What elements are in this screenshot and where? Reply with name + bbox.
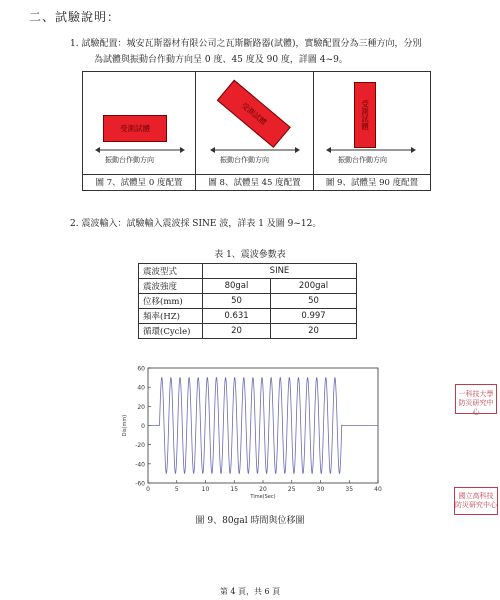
cell-value: 50	[271, 294, 357, 309]
y-tick-label: -60	[135, 480, 145, 488]
table-row	[139, 279, 357, 294]
y-tick-label: -20	[135, 442, 145, 450]
cell-value: 0.997	[271, 309, 357, 324]
figure-9-caption: 圖 9、試體呈 90 度配置	[314, 174, 430, 192]
specimen-box	[354, 82, 376, 148]
figure-8	[196, 72, 314, 190]
specimen-label: 受測試體	[120, 124, 150, 133]
figure-7-caption: 圖 7、試體呈 0 度配置	[83, 174, 195, 192]
param-table	[138, 263, 357, 339]
item2-line1: 2. 震波輸入：試驗輸入震波採 SINE 波，詳表 1 及圖 9~12。	[70, 219, 322, 229]
y-axis-label: Dis(mm)	[122, 414, 128, 437]
figure-9	[314, 72, 430, 190]
cell-value: 80gal	[203, 279, 271, 294]
x-tick-label: 35	[345, 486, 354, 493]
figure-table	[82, 71, 431, 191]
x-tick-label: 40	[374, 486, 382, 493]
x-tick-label: 15	[230, 486, 239, 493]
y-tick-label: -40	[135, 461, 145, 469]
axis-label: 振動台作動方向	[338, 156, 387, 164]
specimen-label: 受測試體	[360, 100, 370, 130]
table-row	[139, 309, 357, 324]
cell-value: 20	[271, 324, 357, 339]
item1-line1: 1. 試驗配置：城安瓦斯器材有限公司之瓦斯斷路器(試體)，實驗配置分為三種方向，分別	[70, 39, 422, 49]
displacement-chart	[118, 362, 388, 502]
x-tick-label: 20	[259, 486, 267, 493]
x-tick-label: 25	[287, 486, 296, 493]
table-row	[139, 264, 357, 279]
cell-value: 0.631	[203, 309, 271, 324]
axis-label: 振動台作動方向	[105, 156, 154, 164]
x-axis-label: Time(Sec)	[250, 494, 276, 500]
row-label: 循環(Cycle)	[139, 324, 203, 339]
series-line	[148, 378, 378, 474]
table-row	[139, 324, 357, 339]
row-label: 震波型式	[139, 264, 203, 279]
cell-value: 50	[203, 294, 271, 309]
specimen-label: 受測試體	[239, 100, 269, 127]
x-tick-label: 0	[146, 486, 150, 493]
cell-value: 20	[203, 324, 271, 339]
arrow-icon	[326, 146, 416, 154]
y-tick-label: 40	[137, 384, 145, 392]
x-tick-label: 30	[316, 486, 325, 493]
arrow-icon	[210, 146, 300, 154]
x-tick-label: 10	[201, 486, 210, 493]
figure-7	[83, 72, 196, 190]
specimen-box	[103, 115, 167, 142]
arrow-icon	[95, 146, 185, 154]
cell-value: 200gal	[271, 279, 357, 294]
chart-caption: 圖 9、80gal 時間與位移圖	[195, 516, 305, 526]
row-label: 位移(mm)	[139, 294, 203, 309]
figure-8-caption: 圖 8、試體呈 45 度配置	[196, 174, 313, 192]
table-row	[139, 294, 357, 309]
institution-stamp: 一科技大學 防災研究中心	[455, 384, 497, 414]
table-title: 表 1、震波參數表	[214, 250, 286, 260]
section-heading: 二、試驗說明：	[29, 10, 121, 24]
specimen-box	[217, 80, 291, 148]
row-label: 震波強度	[139, 279, 203, 294]
y-tick-label: 20	[137, 403, 145, 411]
x-tick-label: 5	[174, 486, 179, 493]
item1-line2: 為試體與振動台作動方向呈 0 度、45 度及 90 度，詳圖 4~9。	[94, 55, 348, 65]
institution-stamp: 國立高科技 防災研究中心	[454, 487, 498, 515]
y-tick-label: 0	[141, 423, 145, 430]
cell-value: SINE	[203, 264, 357, 279]
page-footer: 第 4 頁，共 6 頁	[219, 587, 281, 596]
y-tick-label: 60	[137, 365, 145, 373]
row-label: 頻率(HZ)	[139, 309, 203, 324]
axis-label: 振動台作動方向	[220, 156, 269, 164]
